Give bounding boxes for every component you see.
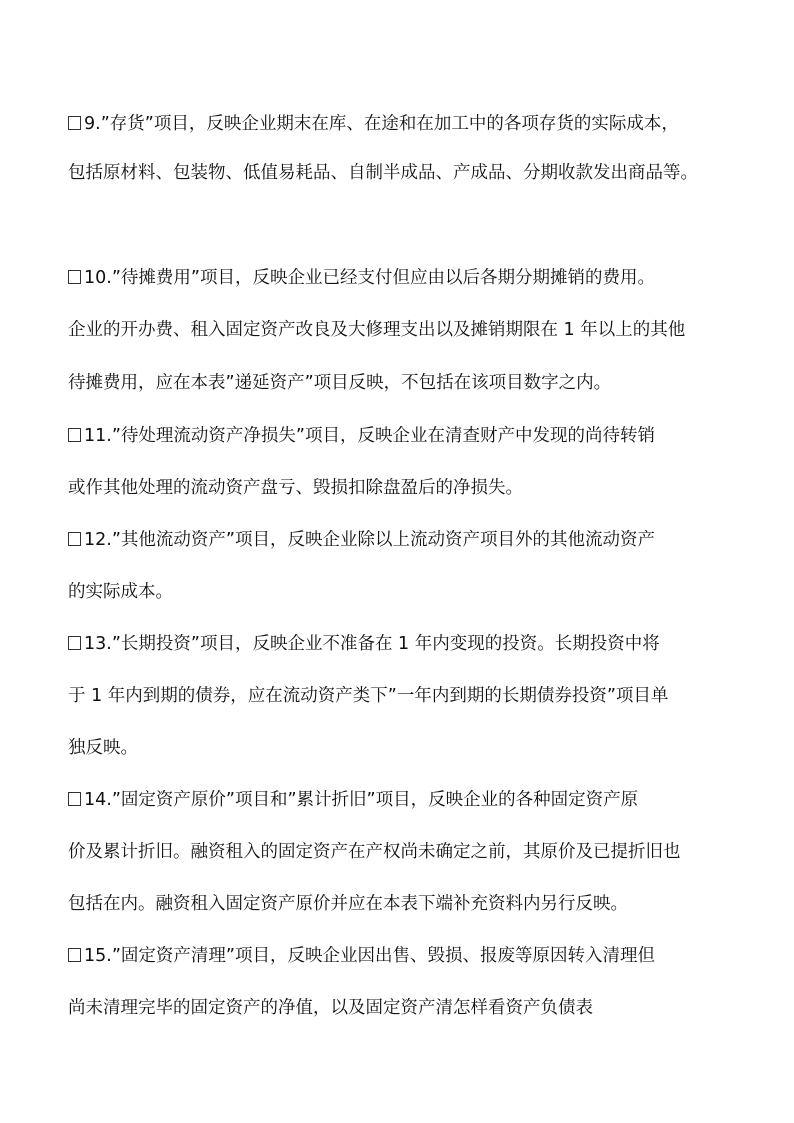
paragraph-14-line-1: 14.”固定资产原价”项目和”累计折旧”项目，反映企业的各种固定资产原 xyxy=(68,789,638,811)
paragraph-12-line-2: 的实际成本。 xyxy=(68,582,173,602)
checkbox-icon xyxy=(68,636,81,650)
checkbox-icon xyxy=(68,948,81,962)
paragraph-12-line-1: 12.”其他流动资产”项目，反映企业除以上流动资产项目外的其他流动资产 xyxy=(68,529,655,551)
paragraph-15-line-2: 尚未清理完毕的固定资产的净值，以及固定资产清怎样看资产负债表 xyxy=(68,998,593,1018)
paragraph-9-line-1: 9.”存货”项目，反映企业期末在库、在途和在加工中的各项存货的实际成本， xyxy=(68,113,679,135)
checkbox-icon xyxy=(68,270,81,284)
paragraph-14-line-3: 包括在内。融资租入固定资产原价并应在本表下端补充资料内另行反映。 xyxy=(68,894,628,914)
checkbox-icon xyxy=(68,532,81,546)
paragraph-9-line-2: 包括原材料、包装物、低值易耗品、自制半成品、产成品、分期收款发出商品等。 xyxy=(68,163,698,183)
paragraph-11-line-2: 或作其他处理的流动资产盘亏、毁损扣除盘盈后的净损失。 xyxy=(68,478,523,498)
paragraph-10-line-2: 企业的开办费、租入固定资产改良及大修理支出以及摊销期限在 1 年以上的其他 xyxy=(68,320,686,340)
paragraph-13-line-2: 于 1 年内到期的债券，应在流动资产类下”一年内到期的长期债券投资”项目单 xyxy=(68,686,669,706)
paragraph-13-line-1: 13.”长期投资”项目，反映企业不准备在 1 年内变现的投资。长期投资中将 xyxy=(68,633,660,655)
paragraph-13-line-3: 独反映。 xyxy=(68,738,138,758)
paragraph-10-line-3: 待摊费用，应在本表”递延资产”项目反映，不包括在该项目数字之内。 xyxy=(68,373,612,393)
paragraph-14-line-2: 价及累计折旧。融资租入的固定资产在产权尚未确定之前，其原价及已提折旧也 xyxy=(68,842,681,862)
checkbox-icon xyxy=(68,116,81,130)
paragraph-11-line-1: 11.”待处理流动资产净损失”项目，反映企业在清查财产中发现的尚待转销 xyxy=(68,425,655,447)
paragraph-10-line-1: 10.”待摊费用”项目，反映企业已经支付但应由以后各期分期摊销的费用。 xyxy=(68,267,655,289)
checkbox-icon xyxy=(68,792,81,806)
checkbox-icon xyxy=(68,428,81,442)
paragraph-15-line-1: 15.”固定资产清理”项目，反映企业因出售、毁损、报废等原因转入清理但 xyxy=(68,945,655,967)
